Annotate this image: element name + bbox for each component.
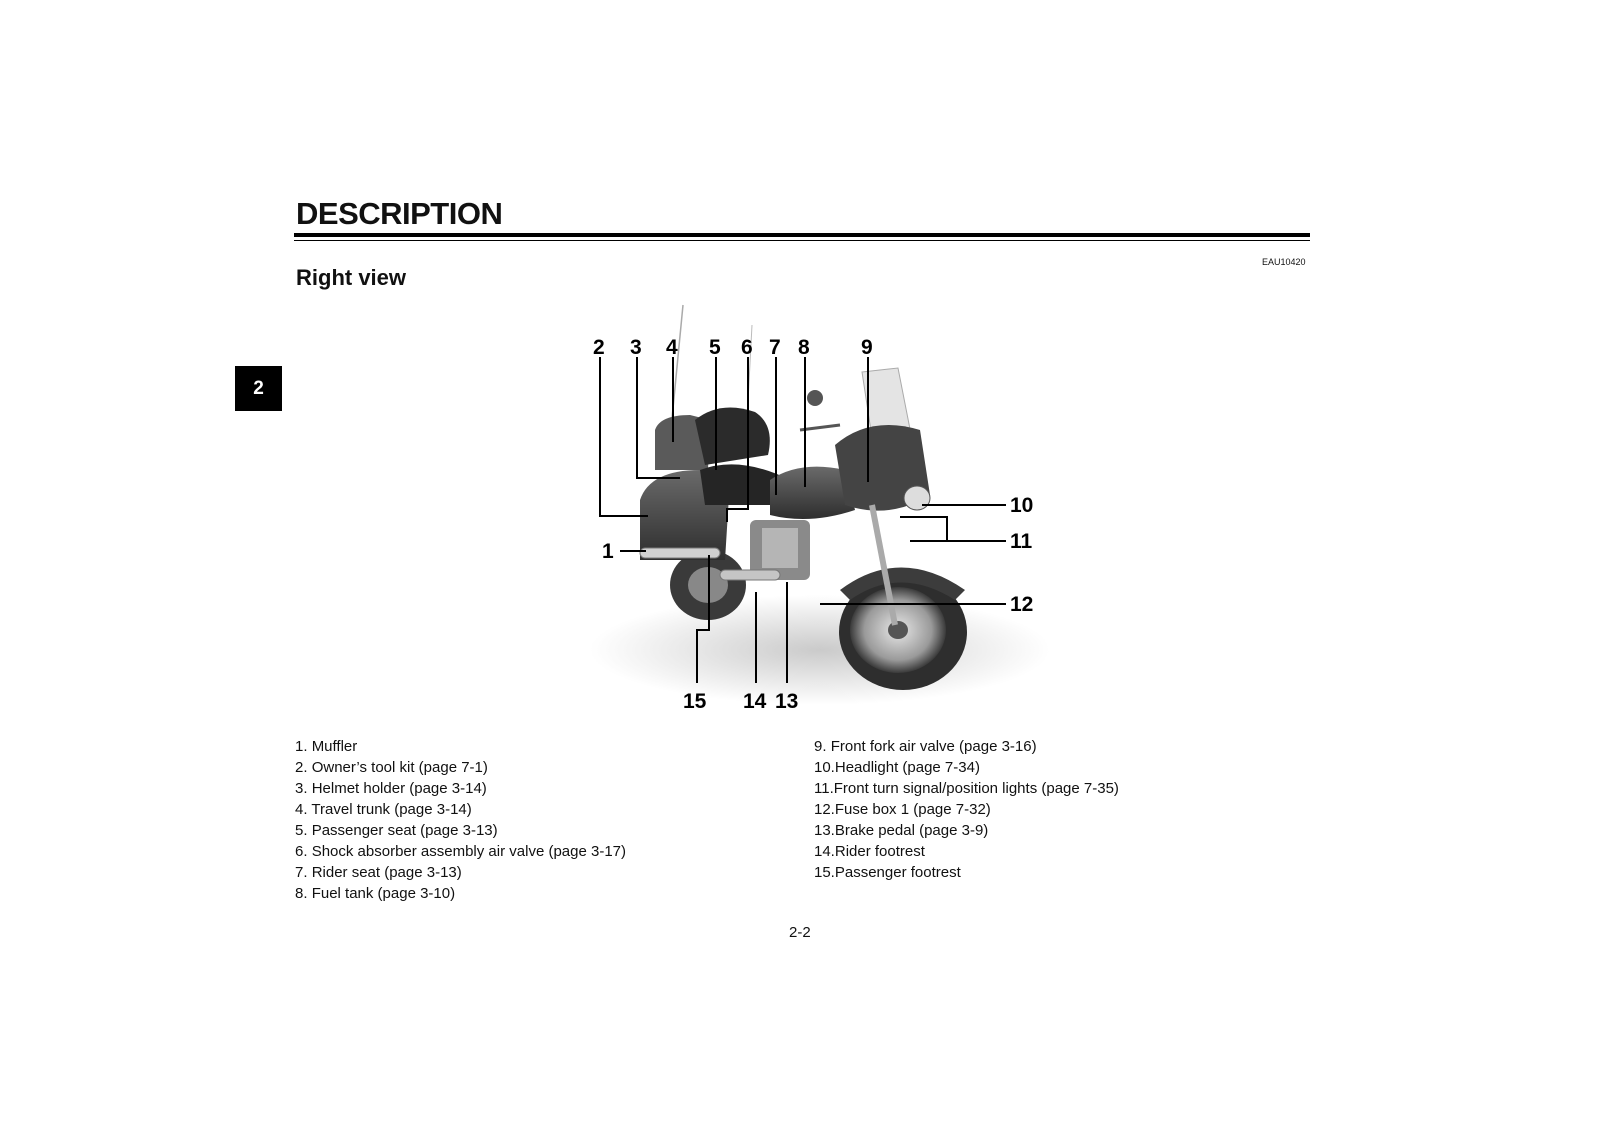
callout-3: 3	[630, 336, 642, 359]
legend-item-number: 15.	[814, 864, 835, 881]
legend-item-number: 2.	[295, 759, 308, 776]
legend-item-text: Brake pedal (page 3-9)	[834, 822, 989, 839]
legend-item	[295, 778, 626, 799]
legend-item	[814, 736, 1119, 757]
legend-left-column	[295, 736, 626, 904]
legend-item-text: Shock absorber assembly air valve (page 3-17)	[311, 843, 627, 860]
callout-10: 10	[1010, 494, 1034, 517]
legend-item	[814, 778, 1119, 799]
document-code: EAU10420	[1262, 257, 1306, 267]
legend-item-text: Front turn signal/position lights (page 7-35)	[833, 780, 1119, 797]
legend-item-number: 7.	[295, 864, 308, 881]
legend-item-text: Rider footrest	[834, 843, 925, 860]
legend-item	[295, 841, 626, 862]
legend-item-number: 10.	[814, 759, 835, 776]
legend-item	[295, 862, 626, 883]
legend-item	[814, 820, 1119, 841]
callout-9: 9	[861, 336, 873, 359]
legend-item-text: Fuel tank (page 3-10)	[311, 885, 456, 902]
callout-1: 1	[602, 540, 614, 563]
callout-2: 2	[593, 336, 605, 359]
legend-item-text: Passenger seat (page 3-13)	[311, 822, 498, 839]
legend-item-text: Headlight (page 7-34)	[834, 759, 980, 776]
legend-item-number: 4.	[295, 801, 308, 818]
legend-item	[295, 757, 626, 778]
legend-item	[295, 736, 626, 757]
legend-item	[814, 862, 1119, 883]
legend-right-column	[814, 736, 1119, 883]
legend-item-text: Muffler	[311, 738, 358, 755]
chapter-title: DESCRIPTION	[296, 196, 503, 231]
legend-item-number: 1.	[295, 738, 308, 755]
callout-11: 11	[1010, 530, 1033, 553]
legend-item-text: Front fork air valve (page 3-16)	[830, 738, 1037, 755]
legend-item-text: Owner’s tool kit (page 7-1)	[311, 759, 488, 776]
legend-item-text: Travel trunk (page 3-14)	[311, 801, 472, 818]
callout-7: 7	[769, 336, 781, 359]
callout-4: 4	[666, 336, 678, 359]
legend-item-text: Passenger footrest	[834, 864, 961, 881]
legend-item	[814, 757, 1119, 778]
callout-12: 12	[1010, 593, 1034, 616]
legend-item	[295, 799, 626, 820]
legend-item-number: 14.	[814, 843, 835, 860]
legend-item	[295, 883, 626, 904]
legend-item-number: 8.	[295, 885, 308, 902]
callout-15: 15	[683, 690, 707, 713]
legend-item-number: 5.	[295, 822, 308, 839]
chapter-tab: 2	[235, 366, 282, 411]
callout-5: 5	[709, 336, 721, 359]
legend-item-text: Fuse box 1 (page 7-32)	[834, 801, 991, 818]
legend-item-number: 12.	[814, 801, 835, 818]
callout-6: 6	[741, 336, 753, 359]
legend-item-number: 3.	[295, 780, 308, 797]
legend-item	[814, 841, 1119, 862]
callout-8: 8	[798, 336, 810, 359]
legend-item	[295, 820, 626, 841]
legend-item-number: 9.	[814, 738, 827, 755]
legend-item-text: Rider seat (page 3-13)	[311, 864, 462, 881]
section-title: Right view	[296, 265, 407, 290]
page-number: 2-2	[789, 924, 811, 941]
legend-item-number: 11.	[814, 780, 834, 797]
legend-item-number: 13.	[814, 822, 835, 839]
legend-item	[814, 799, 1119, 820]
legend-item-text: Helmet holder (page 3-14)	[311, 780, 487, 797]
callout-13: 13	[775, 690, 799, 713]
callout-14: 14	[743, 690, 767, 713]
legend-item-number: 6.	[295, 843, 308, 860]
